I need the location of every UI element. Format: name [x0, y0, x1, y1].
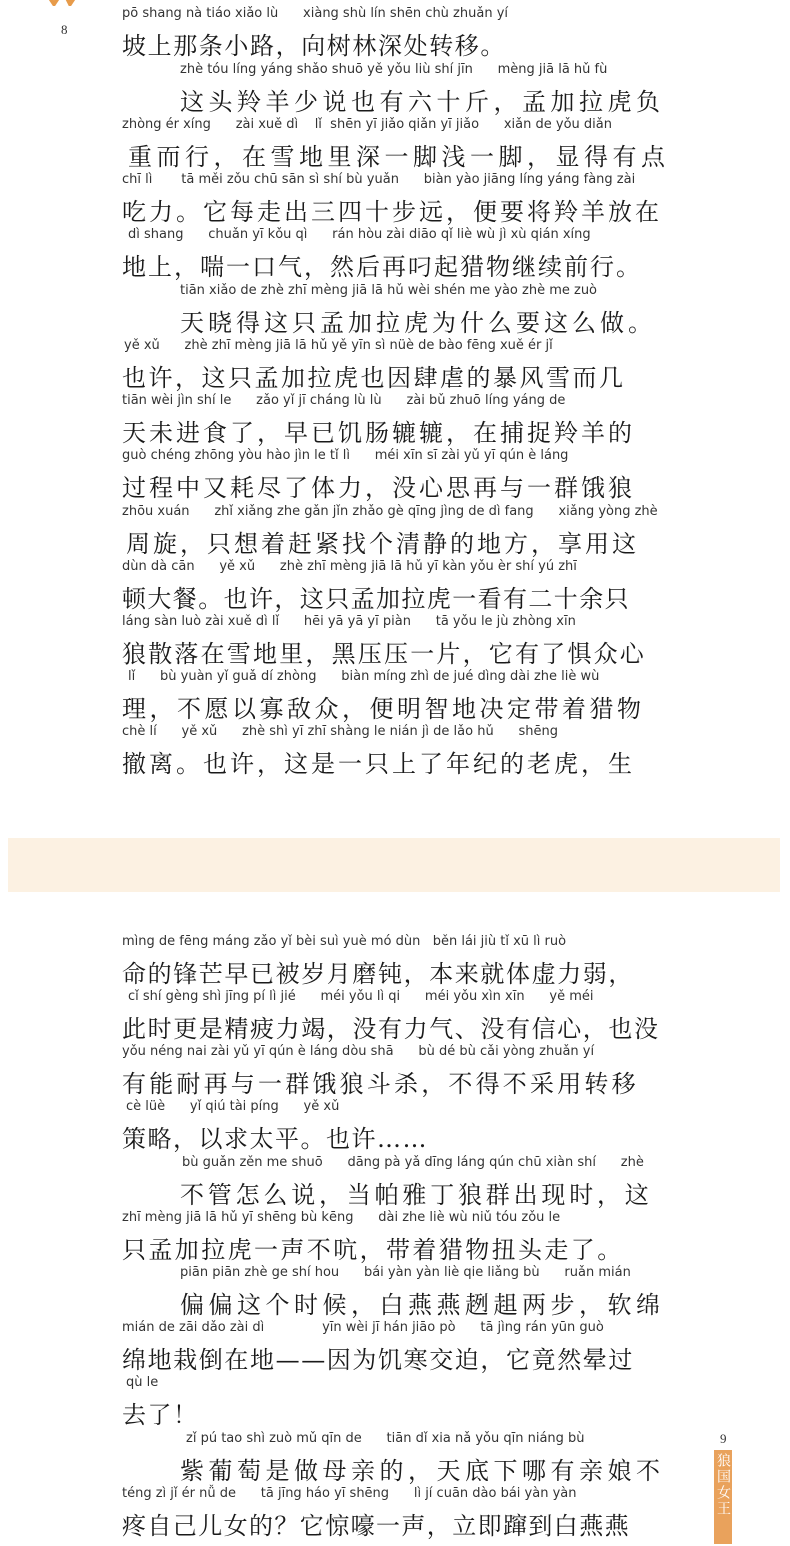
- hanzi-line: 疼自己儿女的？它惊嚎一声，立即蹿到白燕燕: [122, 1512, 630, 1540]
- hanzi-line: 有能耐再与一群饿狼斗杀，不得不采用转移: [122, 1070, 639, 1098]
- hanzi-line: 紫葡萄是做母亲的，天底下哪有亲娘不: [180, 1457, 665, 1485]
- pinyin-line: dì shang chuǎn yī kǒu qì rán hòu zài diāo qǐ liè wù jì xù qián xíng: [128, 227, 591, 242]
- text-line: [0, 934, 790, 989]
- pinyin-line: zhòng ér xíng zài xuě dì lǐ shēn yī jiǎo qiǎn yī jiǎo xiǎn de yǒu diǎn: [122, 117, 612, 132]
- pinyin-line: guò chéng zhōng yòu hào jìn le tǐ lì méi xīn sī zài yǔ yī qún è láng: [122, 448, 569, 463]
- hanzi-line: 吃力。它每走出三四十步远，便要将羚羊放在: [122, 198, 662, 226]
- text-line: [0, 614, 790, 669]
- pinyin-line: tiān wèi jìn shí le zǎo yǐ jī cháng lù lù zài bǔ zhuō líng yáng de: [122, 393, 566, 408]
- pinyin-line: chè lí yě xǔ zhè shì yī zhī shàng le nián jì de lǎo hǔ shēng: [122, 724, 558, 739]
- text-line: [0, 1044, 790, 1099]
- pinyin-line: cè lüè yǐ qiú tài píng yě xǔ: [126, 1099, 340, 1114]
- hanzi-line: 命的锋芒早已被岁月磨钝，本来就体虚力弱，: [122, 960, 634, 988]
- text-line: [0, 724, 790, 779]
- hanzi-line: 只孟加拉虎一声不吭，带着猎物扭头走了。: [122, 1236, 624, 1264]
- hanzi-line: 天晓得这只孟加拉虎为什么要这么做。: [180, 309, 656, 337]
- text-line: [0, 1099, 790, 1154]
- hanzi-line: 狼散落在雪地里，黑压压一片，它有了惧众心: [122, 640, 646, 668]
- hanzi-line: 去了！: [122, 1401, 199, 1429]
- text-line: [0, 1375, 790, 1430]
- text-line: [0, 283, 790, 338]
- text-line: [0, 1320, 790, 1375]
- page-separator: [0, 838, 790, 892]
- pinyin-line: zhè tóu líng yáng shǎo shuō yě yǒu liù shí jīn mèng jiā lā hǔ fù: [180, 62, 608, 77]
- pinyin-line: mìng de fēng máng zǎo yǐ bèi suì yuè mó dùn běn lái jiù tǐ xū lì ruò: [122, 934, 567, 949]
- hanzi-line: 过程中又耗尽了体力，没心思再与一群饿狼: [122, 474, 635, 502]
- hanzi-line: 周旋，只想着赶紧找个清静的地方，享用这: [126, 530, 639, 558]
- hanzi-line: 偏偏这个时候，白燕燕趔趄两步，软绵: [180, 1291, 665, 1319]
- pinyin-line: dùn dà cān yě xǔ zhè zhī mèng jiā lā hǔ yī kàn yǒu èr shí yú zhī: [122, 559, 577, 574]
- text-line: [0, 504, 790, 559]
- text-line: [0, 989, 790, 1044]
- text-line: [0, 227, 790, 282]
- pinyin-line: cǐ shí gèng shì jīng pí lì jié méi yǒu lì qi méi yǒu xìn xīn yě méi: [128, 989, 594, 1004]
- pinyin-line: pō shang nà tiáo xiǎo lù xiàng shù lín shēn chù zhuǎn yí: [122, 6, 509, 21]
- hanzi-line: 此时更是精疲力竭，没有力气、没有信心，也没: [122, 1015, 660, 1043]
- hanzi-line: 重而行，在雪地里深一脚浅一脚，显得有点: [128, 143, 670, 171]
- hanzi-line: 坡上那条小路，向树林深处转移。: [122, 32, 506, 60]
- pinyin-line: mián de zāi dǎo zài dì yīn wèi jī hán jiāo pò tā jìng rán yūn guò: [122, 1320, 604, 1335]
- page-number-left: 8: [61, 22, 68, 37]
- pinyin-line: láng sàn luò zài xuě dì lǐ hēi yā yā yī piàn tā yǒu le jù zhòng xīn: [122, 614, 576, 629]
- hanzi-line: 顿大餐。也许，这只孟加拉虎一看有二十余只: [122, 585, 630, 613]
- pinyin-line: zǐ pú tao shì zuò mǔ qīn de tiān dǐ xia nǎ yǒu qīn niáng bù: [186, 1431, 585, 1446]
- text-line: [0, 1210, 790, 1265]
- text-line: [0, 117, 790, 172]
- hanzi-line: 绵地栽倒在地——因为饥寒交迫，它竟然晕过: [122, 1346, 634, 1374]
- hanzi-line: 不管怎么说，当帕雅丁狼群出现时，这: [180, 1181, 653, 1209]
- pinyin-line: qù le: [126, 1375, 159, 1390]
- text-line: [0, 669, 790, 724]
- text-line: [0, 1265, 790, 1320]
- book-title-tab-label: 狼国女王: [715, 1453, 731, 1517]
- hanzi-line: 这头羚羊少说也有六十斤，孟加拉虎负: [180, 88, 665, 116]
- pinyin-line: yǒu néng nai zài yǔ yī qún è láng dòu shā bù dé bù cǎi yòng zhuǎn yí: [122, 1044, 595, 1059]
- text-line: [0, 6, 790, 61]
- pinyin-line: bù guǎn zěn me shuō dāng pà yǎ dīng láng qún chū xiàn shí zhè: [182, 1155, 644, 1170]
- text-line: [0, 172, 790, 227]
- text-line: [0, 1486, 790, 1541]
- pinyin-line: piān piān zhè ge shí hou bái yàn yàn liè qie liǎng bù ruǎn mián: [180, 1265, 631, 1280]
- text-line: [0, 393, 790, 448]
- hanzi-line: 地上，喘一口气，然后再叼起猎物继续前行。: [122, 253, 642, 281]
- text-line: [0, 1431, 790, 1486]
- text-line: [0, 448, 790, 503]
- page-9: [0, 892, 790, 1546]
- hanzi-line: 也许，这只孟加拉虎也因肆虐的暴风雪而几: [122, 364, 626, 392]
- text-line: [0, 1155, 790, 1210]
- book-title-tab: [714, 1450, 732, 1544]
- hanzi-line: 理，不愿以寡敌众，便明智地决定带着猎物: [122, 695, 645, 723]
- text-line: [0, 559, 790, 614]
- text-line: [0, 62, 790, 117]
- page-number-right: 9: [720, 1431, 727, 1446]
- pinyin-line: téng zì jǐ ér nǚ de tā jīng háo yī shēng lì jí cuān dào bái yàn yàn: [122, 1486, 577, 1501]
- pinyin-line: zhī mèng jiā lā hǔ yī shēng bù kēng dài zhe liè wù niǔ tóu zǒu le: [122, 1210, 561, 1225]
- pinyin-line: yě xǔ zhè zhī mèng jiā lā hǔ yě yīn sì nüè de bào fēng xuě ér jǐ: [124, 338, 553, 353]
- hanzi-line: 策略，以求太平。也许……: [122, 1125, 428, 1153]
- pinyin-line: zhōu xuán zhǐ xiǎng zhe gǎn jǐn zhǎo gè qīng jìng de dì fang xiǎng yòng zhè: [122, 504, 658, 519]
- hanzi-line: 撤离。也许，这是一只上了年纪的老虎，生: [122, 750, 635, 778]
- pinyin-line: tiān xiǎo de zhè zhī mèng jiā lā hǔ wèi shén me yào zhè me zuò: [180, 283, 598, 298]
- text-line: [0, 338, 790, 393]
- hanzi-line: 天未进食了，早已饥肠辘辘，在捕捉羚羊的: [122, 419, 635, 447]
- pinyin-line: chī lì tā měi zǒu chū sān sì shí bù yuǎn biàn yào jiāng líng yáng fàng zài: [122, 172, 636, 187]
- pinyin-line: lǐ bù yuàn yǐ guǎ dí zhòng biàn míng zhì de jué dìng dài zhe liè wù: [128, 669, 600, 684]
